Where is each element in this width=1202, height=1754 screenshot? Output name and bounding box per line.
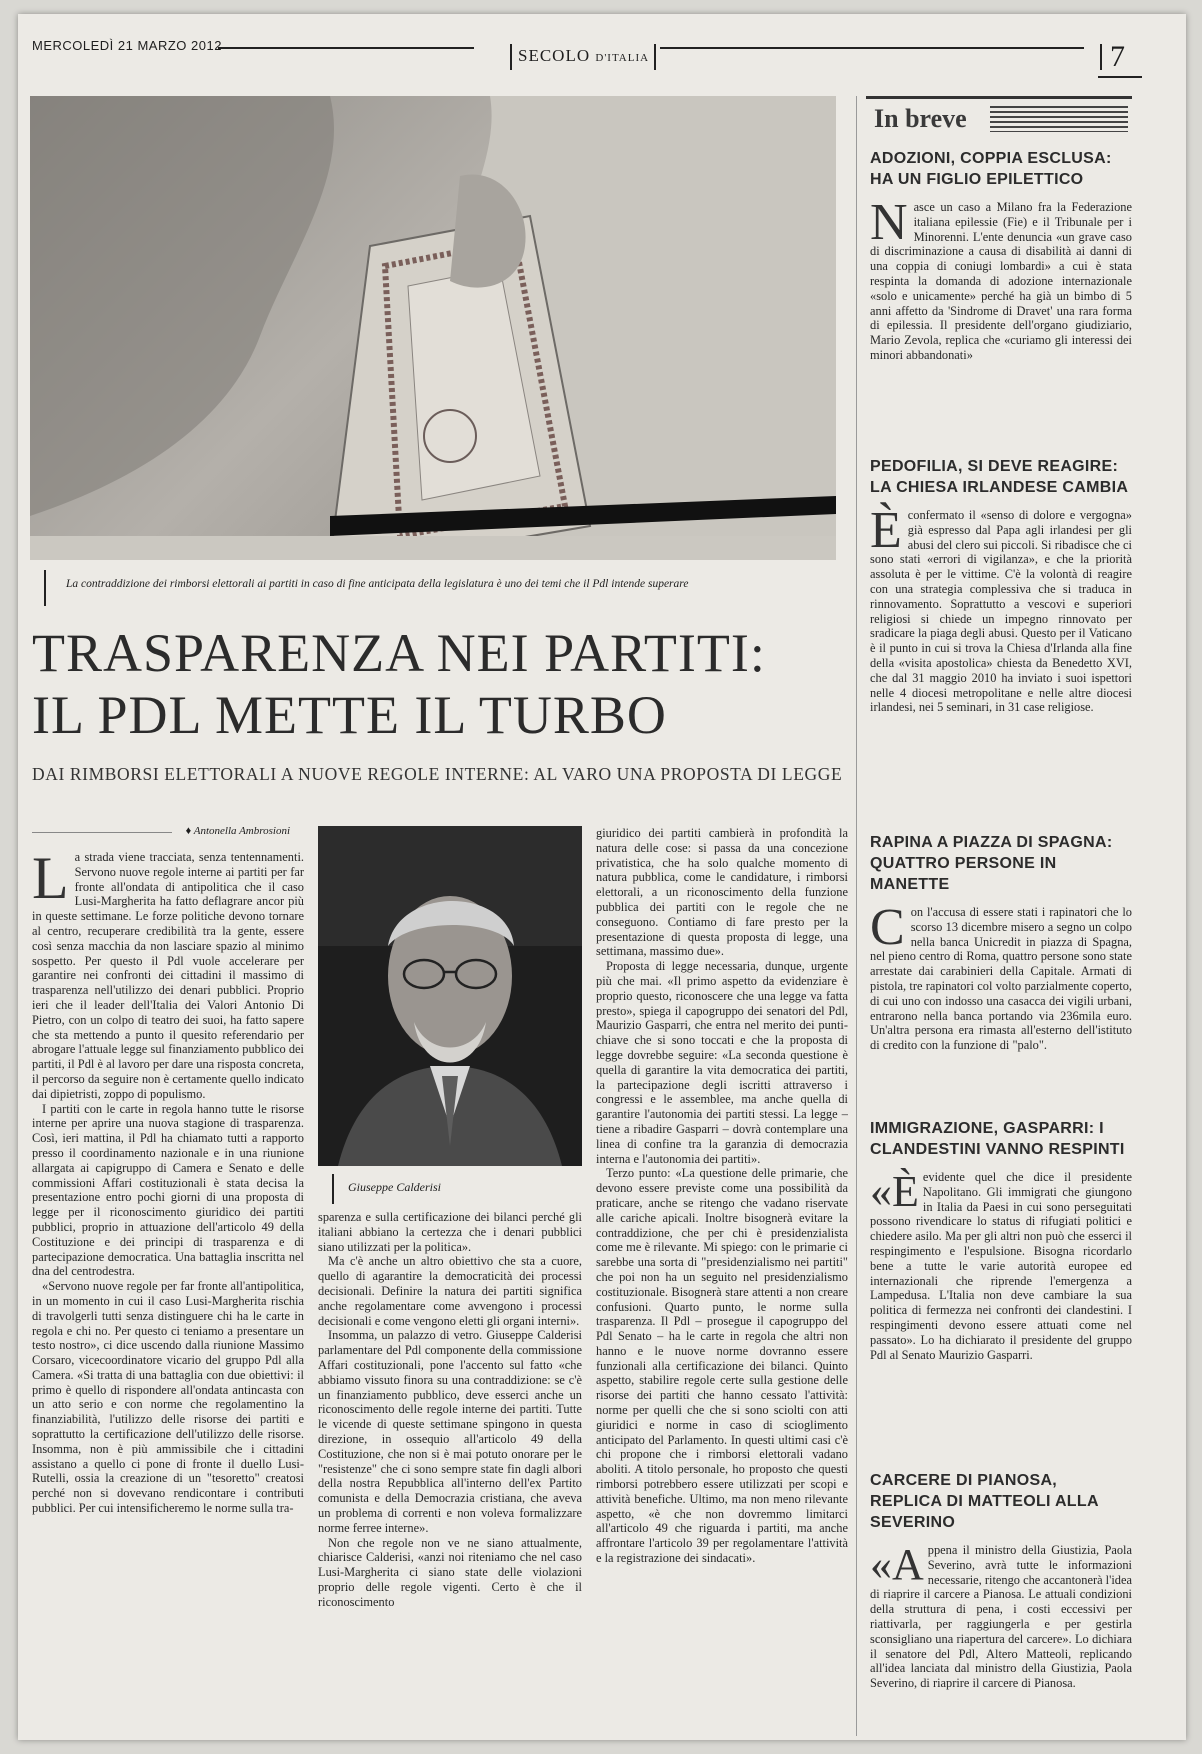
brief-title: ADOZIONI, COPPIA ESCLUSA: HA UN FIGLIO EPILETTICO xyxy=(870,150,1112,188)
in-breve-header xyxy=(866,96,1132,134)
portrait-caption: Giuseppe Calderisi xyxy=(348,1180,441,1194)
article-paragraph xyxy=(32,850,304,1102)
headline-line-2: IL PDL METTE IL TURBO xyxy=(32,685,667,745)
portrait-photo xyxy=(318,826,582,1166)
article-paragraph: Terzo punto: «La questione delle primarie, che devono essere previste come una possibilità da praticare, anche se ritengo che vadano riservate alle cariche apicali. Inoltre bisognerà evitare la contraddizione, che per chi è presidenzialista come me è rilevante. Mi spiego: con le primarie ci sarebbe una sorta di "presidenzialismo nei partiti" che poi non ha un seguito nel presidenzialismo costituzionale. Bisognerà stare attenti a non creare confusioni. Quarto punto, le norme sulla trasparenza. Il Pdl – prosegue il capogruppo del Pdl Senato – ha le carte in regola che altri non hanno e le nuove norme dovranno essere funzionali alla certificazione dei bilanci. Quinto aspetto, stabilire regole certe sulla gestione delle risorse dei partiti che hanno cessato l'attività: norme per quelli che che si sono sciolti con atti giuridici e norme in caso di scioglimento anticipato del Parlamento. In questi ultimi casi c'è chi propone che i rimborsi elettorali vadano aboliti. A titolo personale, ho proposto che questi rimborsi potrebbero essere utilizzati per scopi e attività benefiche. Ultimo, ma non meno rilevante aspetto, «è che non dovremmo limitarci all'articolo 49 che riguarda i partiti, ma anche affrontare l'articolo 39 per regolamentare l'attività e la registrazione dei sindacati». xyxy=(596,1166,848,1566)
article-paragraph: I partiti con le carte in regola hanno tutte le risorse interne per aprire una nuova stagione di trasparenza. Così, ieri mattina, il Pdl ha chiamato tutti a rapporto presso il coordinamento nazionale e in una riunione allargata ai capigruppo di Camera e Senato e delle commissioni Affari costituzionali è stata decisa la presentazione entro pochi giorni di una proposta di legge per il riconoscimento giuridico dei partiti pubblici, proprio in attuazione dell'articolo 49 della Costituzione e dei principi di trasparenza e di partecipazione democratica. Una battaglia inscritta nel dna del centrodestra. xyxy=(32,1101,304,1279)
in-breve-title: In breve xyxy=(874,104,967,133)
article-paragraph: Ma c'è anche un altro obiettivo che sta a cuore, quello di agarantire la democraticità dei processi decisionali. Definire la natura dei partiti significa anche regolamentare come avvengono i processi decisionali e come vengono eletti gli organi interni». xyxy=(318,1254,582,1328)
issue-date: MERCOLEDÌ 21 MARZO 2012 xyxy=(32,38,222,53)
page-number: 7 xyxy=(1110,40,1125,73)
article-column-3 xyxy=(596,826,848,1732)
brief-drop-cap: «È xyxy=(870,1167,919,1216)
author-name: Antonella Ambrosioni xyxy=(193,825,290,837)
brief-body: on l'accusa di essere stati i rapinatori che lo scorso 13 dicembre misero a segno un colpo nella banca Unicredit in piazza di Spagna, nel pieno centro di Roma, quattro persone sono state arrestate dai carabinieri della Capitale. Armati di pistola, tre rapinatori col volto parzialmente coperto, di cui uno con indosso una casacca dei vigili urbani, entrarono nella banca portando via 236mila euro. Un'altra persona era rimasta all'esterno dell'istituto di credito con la funzione di "palo". xyxy=(870,905,1132,1053)
brief-drop-cap: «A xyxy=(870,1540,924,1589)
headline-line-1: TRASPARENZA NEI PARTITI: xyxy=(32,623,766,683)
brief-text xyxy=(870,194,1132,363)
newspaper-name-main: SECOLO xyxy=(518,46,591,65)
ballot-hand-illustration xyxy=(30,96,836,560)
masthead xyxy=(32,28,1132,73)
brief-title: PEDOFILIA, SI DEVE REAGIRE: LA CHIESA IRLANDESE CAMBIA xyxy=(870,458,1129,496)
article-paragraph: Non che regole non ve ne siano attualmente, chiarisce Calderisi, «anzi noi riteniamo che nel caso Lusi-Margherita ci siano state delle violazioni proprio delle regole vigenti. Certo è che il riconoscimento xyxy=(318,1535,582,1609)
brief-text xyxy=(870,899,1132,1053)
page-number-divider xyxy=(1100,44,1102,70)
brief-text xyxy=(870,1540,1132,1691)
brief-text xyxy=(870,502,1132,715)
article-headline xyxy=(32,622,852,746)
brief-body: asce un caso a Milano fra la Federazione italiana epilessie (Fie) e il Tribunale per i Minorenni. L'ente denuncia «un grave caso di discriminazione a causa di disabilità ai danni di una coppia di coniugi lombardi» a cui è stata respinta la domanda di adozione internazionale «solo e unicamente» perché ha già un bimbo di 5 anni affetto da 'Sindrome di Dravet' una rara forma di epilessia. Il presidente dell'organo giudiziario, Mario Zevola, replica che «curiamo gli interessi dei minori abbandonati» xyxy=(870,200,1132,362)
brief-rapina xyxy=(870,832,1132,1102)
brief-pianosa xyxy=(870,1470,1132,1732)
article-paragraph: Insomma, un palazzo di vetro. Giuseppe Calderisi parlamentare del Pdl componente della commissione Affari costituzionali, pone l'accento sul fatto «che abbiamo vissuto finora su una contraddizione: se c'è un finanziamento pubblico, deve esserci anche un riconoscimento delle regole interne dei partiti. Tutte le vicende di queste settimane spingono in questa direzione, in ossequio all'articolo 49 della Costituzione, che non si è mai potuto onorare per le "resistenze" che ci sono sempre state fin dagli albori della nostra Repubblica all'interno dell'ex Partito comunista e della Democrazia cristiana, che aveva un problema di correnti e non voleva formalizzare norme ferree interne». xyxy=(318,1328,582,1535)
masthead-divider-right xyxy=(654,44,656,70)
masthead-divider-left xyxy=(510,44,512,70)
brief-body: confermato il «senso di dolore e vergogna» già espresso dal Papa agli irlandesi per gli abusi del clero sui piccoli. Si ribadisce che ci sono stati «errori di vigilanza», e che la priorità assoluta è per le vittime. C'è la volontà di reagire con una strategia complessiva che si traduca in rinnovamento. Soprattutto a vescovi e superiori religiosi si chiede un impegno rinnovato per sradicare la piaga degli abusi. Questo per il Vaticano è il punto in cui si trova la Chiesa d'Irlanda alla fine della «visita apostolica» chiesta da Benedetto XVI, che dal 31 maggio 2010 ha inviato i suoi ispettori nelle 4 diocesi metropolitane e nelle altre diocesi irlandesi, nei 5 seminari, in 31 case religiose. xyxy=(870,508,1132,715)
photo-caption-rule xyxy=(44,570,46,606)
article-paragraph: giuridico dei partiti cambierà in profondità la natura delle cose: si passa da una concezione privatistica, che ha solo qualche momento di natura pubblica, come le candidature, i rimborsi elettorali, a un riconoscimento della funzione pubblica dei partiti con le regole che ne conseguono. Contiamo di fare presto per la presentazione di questa proposta di legge, una settimana, massimo due». xyxy=(596,826,848,959)
photo-caption: La contraddizione dei rimborsi elettorali ai partiti in caso di fine anticipata della legislatura è uno dei temi che il Pdl intende superare xyxy=(66,578,689,590)
brief-drop-cap: N xyxy=(870,194,908,251)
newspaper-name-suffix: D'ITALIA xyxy=(595,52,650,64)
portrait-caption-rule xyxy=(332,1174,334,1204)
article-paragraph: sparenza e sulla certificazione dei bilanci perché gli italiani abbiano la certezza che i denari pubblici siano utilizzati per la politica». xyxy=(318,1210,582,1254)
in-breve-top-rule xyxy=(866,96,1132,99)
article-column-1 xyxy=(32,850,304,1732)
brief-body: evidente quel che dice il presidente Napolitano. Gli immigrati che giungono in Italia da Paesi in cui sono perseguitati possono rivendicare lo status di rifugiati politici e chiedere asilo. Ma per gli altri non può che esserci il respingimento e l'espulsione. Bisogna ricordarlo bene a tutte le varie autorità europee ed internazionali che riprende l'emergenza a Lampedusa. L'Italia non deve cambiare la sua politica di fermezza nei confronti dei clandestini. I respingimenti devono essere attuati come nel passato». Lo ha dichiarato il presidente del gruppo Pdl al Senato Maurizio Gasparri. xyxy=(870,1170,1132,1362)
brief-body: ppena il ministro della Giustizia, Paola Severino, avrà tutte le informazioni necessarie, ritengo che accantonerà l'idea di riaprire il carcere a Pianosa. Le attuali condizioni della struttura di pena, i costi eccessivi per riattivarla, per raggiungerla e per gestirla sconsigliano una riapertura del carcere». Lo dichiara il senatore del Pdl, Altero Matteoli, replicando all'idea lanciata dal ministro della Giustizia, Paola Severino, di riaprire il carcere di Pianosa. xyxy=(870,1543,1132,1691)
brief-text xyxy=(870,1167,1132,1362)
brief-drop-cap: È xyxy=(870,502,902,559)
article-subhead: DAI RIMBORSI ELETTORALI A NUOVE REGOLE INTERNE: AL VARO UNA PROPOSTA DI LEGGE xyxy=(32,764,843,784)
brief-title: IMMIGRAZIONE, GASPARRI: I CLANDESTINI VANNO RESPINTI xyxy=(870,1120,1125,1158)
article-paragraph: «Servono nuove regole per far fronte all'antipolitica, in un momento in cui il caso Lusi-Margherita rischia di travolgerli tutti senza distinguere chi ha le carte in regola e chi no. Per questo ci teniamo a presentare un testo nostro», ci dice uscendo dalla riunione Massimo Corsaro, vicecoordinatore vicario del gruppo Pdl alla Camera. «Si tratta di una battaglia con due obiettivi: il primo è quello di rispondere all'ondata antincasta con un atto serio e con norme che regolamentino la finanziabilità, l'utilizzo delle risorse dei partiti e soprattutto la certificazione dell'utilizzo delle risorse. Insomma, non è più ammissibile che i cittadini assistano a quello ci pone di fronte il duello Lusi-Rutelli, ossia la creazione di un "tesoretto" creatosi perché non si dovevano rendicontare i contributi pubblici. Per cui intensificheremo le norme sulla tra- xyxy=(32,1279,304,1516)
article-column-2 xyxy=(318,1210,582,1732)
ballot-photo xyxy=(30,96,836,560)
newspaper-name xyxy=(518,46,649,66)
byline-rule xyxy=(32,832,172,833)
newspaper-page xyxy=(18,14,1186,1740)
brief-adozioni xyxy=(870,148,1132,438)
masthead-rule-right xyxy=(660,47,1084,49)
drop-cap: L xyxy=(32,850,69,911)
brief-pedofilia xyxy=(870,456,1132,816)
article-paragraph: Proposta di legge necessaria, dunque, urgente più che mai. «Il primo aspetto da evidenziare è proprio questo, riconoscere che una legge va fatta presto», spiega il capogruppo dei senatori del Pdl, Maurizio Gasparri, che entra nel merito dei punti-chiave che si sono toccati e che la proposta di legge dovrebbe seguire: «La seconda questione è quella di garantire la vita democratica dei partiti, la partecipazione degli iscritti attraverso i congressi e le assemblee, ma anche quella di garantire l'autonomia dei partiti stessi. La legge – tiene a ribadire Gasparri – dovrà contemplare una linea di confine tra la garanzia di democrazia interna e l'autonomia dei partiti». xyxy=(596,959,848,1166)
paragraph-text: a strada viene tracciata, senza tentennamenti. Servono nuove regole interne ai partiti per far fronte all'ondata di antipolitica che il caso Lusi-Margherita ha fatto deflagrare ancor più in queste settimane. Le forze politiche devono tornare al centro, recuperare credibilità tra la gente, essere così senza macchia da non lasciare spazio al minimo sospetto. Per questo il Pdl vuole accelerare per garantire nei confronti dei cittadini il massimo di trasparenza nell'utilizzo dei denari pubblici. Proprio ieri che il leader dell'Italia dei Valori Antonio Di Pietro, con un colpo di teatro dei suoi, ha fatto sapere che sta mettendo a punto il quesito referendario per abrogare l'attuale legge sul finanziamento pubblico dei partiti, il Pdl è al lavoro per dare una risposta concreta, il percorso da seguire non è certamente quello indicato dai dipietristi, zoppo di populismo. xyxy=(32,850,304,1101)
brief-title: RAPINA A PIAZZA DI SPAGNA: QUATTRO PERSONE IN MANETTE xyxy=(870,834,1113,893)
brief-drop-cap: C xyxy=(870,899,905,956)
in-breve-decoration xyxy=(990,106,1128,132)
byline: ♦ Antonella Ambrosioni xyxy=(185,825,290,837)
brief-title: CARCERE DI PIANOSA, REPLICA DI MATTEOLI ALLA SEVERINO xyxy=(870,1472,1099,1531)
page-number-underline xyxy=(1098,76,1142,78)
portrait-illustration xyxy=(318,826,582,1166)
brief-immigrazione xyxy=(870,1118,1132,1456)
sidebar-divider xyxy=(856,96,857,1736)
masthead-rule-left xyxy=(218,47,474,49)
